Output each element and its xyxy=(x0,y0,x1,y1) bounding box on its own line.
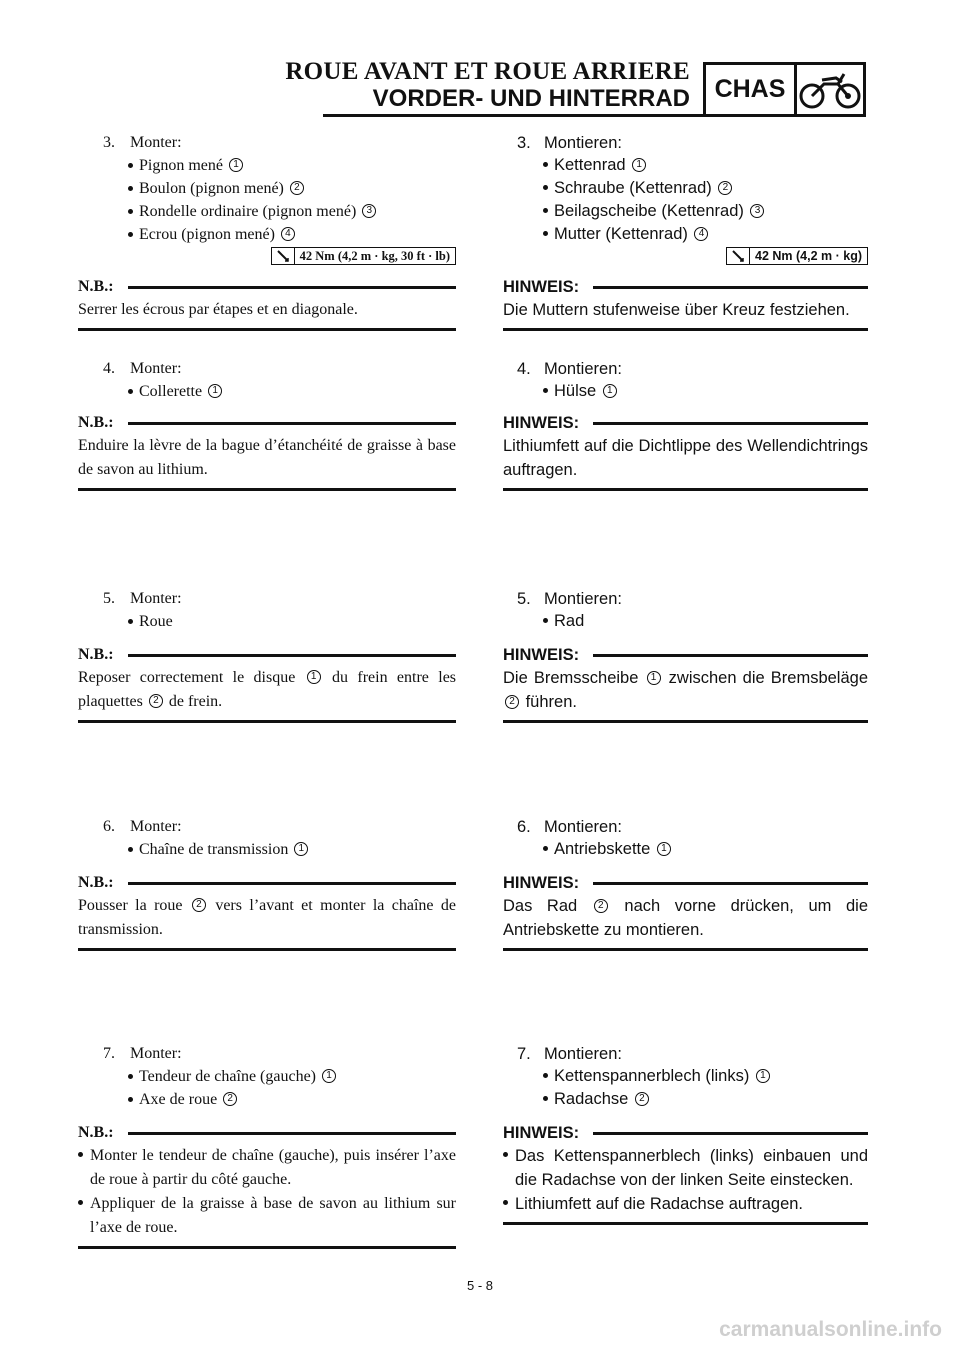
torque-value: 42 Nm (4,2 m · kg, 30 ft · lb) xyxy=(299,249,450,263)
fr-note-4 xyxy=(78,412,456,491)
list-item: Antriebskette 1 xyxy=(503,838,868,861)
chapter-badge xyxy=(703,62,866,117)
note-text: Enduire la lèvre de la bague d’étanchéité de graisse à base de savon au lithium. xyxy=(78,437,456,478)
note-list-item: Appliquer de la graisse à base de savon au lithium sur l’axe de roue. xyxy=(78,1192,456,1240)
part-marker: 4 xyxy=(281,227,295,241)
list-item: Radachse 2 xyxy=(503,1088,868,1111)
watermark: carmanualsonline.info xyxy=(719,1318,942,1341)
step-title: Monter: xyxy=(130,134,182,151)
note-text: Das Rad 2 nach vorne drücken, um die Antriebskette zu montieren. xyxy=(503,897,868,939)
note-text: Reposer correctement le disque 1 du frein entre les plaquettes 2 de frein. xyxy=(78,669,457,710)
fr-note-5 xyxy=(78,644,456,723)
list-item: Axe de roue 2 xyxy=(78,1088,456,1111)
list-item: Beilagscheibe (Kettenrad) 3 xyxy=(503,200,868,223)
step-title: Montieren: xyxy=(544,1045,622,1063)
de-note-4 xyxy=(503,412,868,491)
part-marker: 3 xyxy=(750,204,764,218)
note-list-item: Lithiumfett auf die Radachse auftragen. xyxy=(503,1192,868,1216)
part-marker: 2 xyxy=(635,1092,649,1106)
note-label: HINWEIS: xyxy=(503,414,580,432)
part-marker: 1 xyxy=(632,158,646,172)
part-marker: 1 xyxy=(322,1069,336,1083)
motorcycle-icon xyxy=(797,65,863,114)
fr-note-7 xyxy=(78,1122,456,1249)
list-item: Rad xyxy=(503,610,868,633)
fr-step-3 xyxy=(78,132,456,265)
step-title: Montieren: xyxy=(544,134,622,152)
list-item: Kettenspannerblech (links) 1 xyxy=(503,1065,868,1088)
page-header xyxy=(0,0,960,125)
list-item: Roue xyxy=(78,610,456,633)
part-marker: 1 xyxy=(229,158,243,172)
note-text: Lithiumfett auf die Dichtlippe des Wellendichtrings auftragen. xyxy=(503,437,868,479)
note-text: Serrer les écrous par étapes et en diagonale. xyxy=(78,301,358,318)
list-item: Pignon mené 1 xyxy=(78,154,456,177)
step-title: Montieren: xyxy=(544,360,622,378)
part-marker: 1 xyxy=(657,842,671,856)
de-step-4: 4. Montieren: Hülse 1 xyxy=(503,358,868,403)
note-label: HINWEIS: xyxy=(503,874,580,892)
header-rule xyxy=(323,114,703,117)
section-title-german: VORDER- UND HINTERRAD xyxy=(372,85,690,112)
note-label: HINWEIS: xyxy=(503,278,580,296)
torque-spec xyxy=(78,247,456,265)
de-step-6: 6. Montieren: Antriebskette 1 xyxy=(503,816,868,861)
de-note-3 xyxy=(503,276,868,331)
step-title: Monter: xyxy=(130,590,182,607)
step-title: Montieren: xyxy=(544,818,622,836)
fr-step-7: 7. Monter: Tendeur de chaîne (gauche) 1 Axe de roue 2 xyxy=(78,1043,456,1111)
list-item: Kettenrad 1 xyxy=(503,154,868,177)
fr-note-6 xyxy=(78,872,456,951)
list-item: Ecrou (pignon mené) 4 xyxy=(78,223,456,246)
fr-note-3 xyxy=(78,276,456,331)
part-marker: 4 xyxy=(694,227,708,241)
de-note-6 xyxy=(503,872,868,951)
part-marker: 2 xyxy=(718,181,732,195)
list-item: Schraube (Kettenrad) 2 xyxy=(503,177,868,200)
list-item: Mutter (Kettenrad) 4 xyxy=(503,223,868,246)
note-label: N.B.: xyxy=(78,874,114,891)
note-text: Pousser la roue 2 vers l’avant et monter la chaîne de transmission. xyxy=(78,897,457,938)
part-marker: 3 xyxy=(362,204,376,218)
step-title: Monter: xyxy=(130,360,182,377)
note-label: HINWEIS: xyxy=(503,646,580,664)
step-title: Monter: xyxy=(130,818,182,835)
fr-step-6: 6. Monter: Chaîne de transmission 1 xyxy=(78,816,456,861)
section-title-french: ROUE AVANT ET ROUE ARRIERE xyxy=(285,58,690,85)
list-item: Rondelle ordinaire (pignon mené) 3 xyxy=(78,200,456,223)
fr-step-5: 5. Monter: Roue xyxy=(78,588,456,633)
list-item: Chaîne de transmission 1 xyxy=(78,838,456,861)
part-marker: 2 xyxy=(223,1092,237,1106)
de-step-7: 7. Montieren: Kettenspannerblech (links) 1 Radachse 2 xyxy=(503,1043,868,1111)
list-item: Tendeur de chaîne (gauche) 1 xyxy=(78,1065,456,1088)
wrench-icon xyxy=(272,248,295,264)
chapter-badge-label: CHAS xyxy=(706,65,797,114)
torque-value: 42 Nm (4,2 m · kg) xyxy=(755,249,862,263)
note-label: N.B.: xyxy=(78,1124,114,1141)
fr-step-4: 4. Monter: Collerette 1 xyxy=(78,358,456,403)
note-label: HINWEIS: xyxy=(503,1124,580,1142)
list-item: Boulon (pignon mené) 2 xyxy=(78,177,456,200)
list-item: Collerette 1 xyxy=(78,380,456,403)
de-step-3: 3. Montieren: Kettenrad 1 Schraube (Kettenrad) 2 Beilagscheibe (Kettenrad) 3 Mutter (Kettenrad) 4 42 Nm (4,2 m · kg) xyxy=(503,132,868,265)
note-text: Die Bremsscheibe 1 zwischen die Bremsbeläge 2 führen. xyxy=(503,669,868,711)
part-marker: 1 xyxy=(603,384,617,398)
page-number: 5 - 8 xyxy=(466,1278,493,1293)
note-list-item: Das Kettenspannerblech (links) einbauen und die Radachse von der linken Seite einstecken. xyxy=(503,1144,868,1192)
step-title: Montieren: xyxy=(544,590,622,608)
step-number: 3. xyxy=(103,134,115,151)
part-marker: 1 xyxy=(208,384,222,398)
list-item: Hülse 1 xyxy=(503,380,868,403)
part-marker: 1 xyxy=(294,842,308,856)
note-label: N.B.: xyxy=(78,646,114,663)
note-list-item: Monter le tendeur de chaîne (gauche), puis insérer l’axe de roue à partir du côté gauche. xyxy=(78,1144,456,1192)
de-step-5: 5. Montieren: Rad xyxy=(503,588,868,633)
part-marker: 1 xyxy=(756,1069,770,1083)
wrench-icon xyxy=(727,248,750,264)
note-text: Die Muttern stufenweise über Kreuz festziehen. xyxy=(503,301,850,319)
part-marker: 2 xyxy=(290,181,304,195)
note-label: N.B.: xyxy=(78,278,114,295)
torque-spec xyxy=(503,247,868,265)
step-title: Monter: xyxy=(130,1045,182,1062)
note-label: N.B.: xyxy=(78,414,114,431)
de-note-5 xyxy=(503,644,868,723)
de-note-7 xyxy=(503,1122,868,1225)
